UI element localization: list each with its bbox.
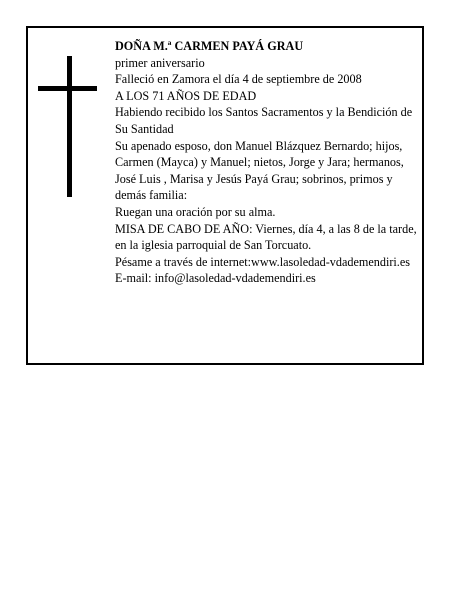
sacraments-line: Habiendo recibido los Santos Sacramentos y la Bendición de Su Santidad (115, 105, 413, 136)
mass-announcement: MISA DE CABO DE AÑO: Viernes, día 4, a las 8 de la tarde, en la iglesia parroquial de San Torcuato. (115, 221, 417, 253)
cross-vertical-bar (67, 56, 72, 197)
family-list: Su apenado esposo, don Manuel Blázquez Bernardo; hijos, Carmen (Mayca) y Manuel; nietos, Jorge y Jara; hermanos, José Luis , Marisa y Jesús Payá Grau; sobrinos, primos y demás familia: (115, 138, 404, 203)
deceased-name: DOÑA M.ª CARMEN PAYÁ GRAU (115, 39, 304, 53)
cross-horizontal-bar (38, 86, 97, 91)
age-line: A LOS 71 AÑOS DE EDAD (115, 88, 257, 103)
condolences-web: Pésame a través de internet:www.lasoledad-vdademendiri.es (115, 254, 410, 269)
prayer-request: Ruegan una oración por su alma. (115, 204, 276, 219)
contact-email: E-mail: info@lasoledad-vdademendiri.es (115, 271, 316, 286)
anniversary-line: primer aniversario (115, 55, 205, 70)
notice-body (115, 38, 423, 287)
death-info: Falleció en Zamora el día 4 de septiembre de 2008 (115, 72, 362, 87)
obituary-notice (26, 26, 424, 365)
